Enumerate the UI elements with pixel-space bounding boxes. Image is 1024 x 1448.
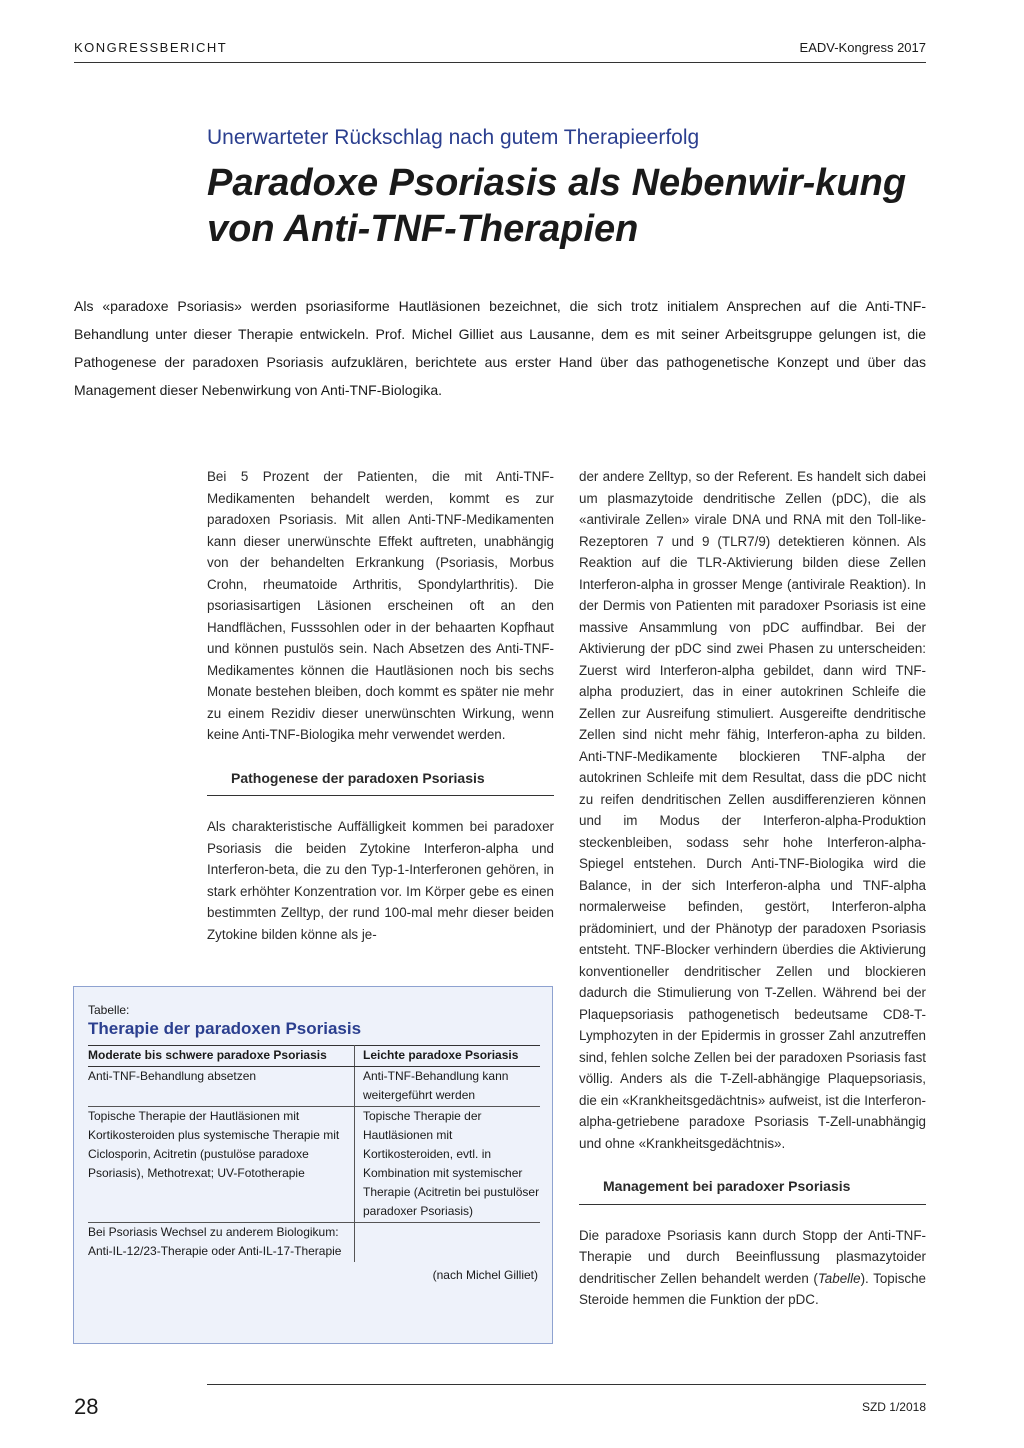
column-header-mild: Leichte paradoxe Psoriasis	[355, 1046, 541, 1067]
table-header-row	[88, 1046, 540, 1067]
table-label: Tabelle:	[88, 1003, 130, 1017]
table-reference: Tabelle	[817, 1270, 861, 1286]
therapy-table	[88, 1045, 540, 1262]
table-cell: Anti-TNF-Behandlung absetzen	[88, 1067, 355, 1107]
paragraph: der andere Zelltyp, so der Referent. Es handelt sich dabei um plasmazytoide dendritische Zellen (pDC), die als «antivirale Zellen» virale DNA und RNA mit den Toll-like-Rezeptoren 7 und 9 (TLR7/9) detektieren können. Als Reaktion auf die TLR-Aktivierung bilden diese Zellen Interferon-alpha in grosser Menge (antivirale Reaktion). In der Dermis von Patienten mit paradoxer Psoriasis ist eine massive Ansammlung von pDC auffindbar. Bei der Aktivierung der pDC sind zwei Phasen zu unterscheiden: Zuerst wird Interferon-alpha gebildet, dann wird TNF-alpha produziert, das in einer autokrinen Schleife die Zellen zur Ausreifung stimuliert. Ausgereifte dendritische Zellen sind nicht mehr fähig, Interferon-apha zu bilden. Anti-TNF-Medikamente blockieren TNF-alpha der autokrinen Schleife mit dem Resultat, dass die pDC nicht zu reifen dendritischen Zellen ausdifferenzieren können und im Modus der Interferon-alpha-Produktion steckenbleiben, sodass sehr hohe Interferon-alpha-Spiegel entstehen. Durch Anti-TNF-Biologika wird die Balance, in der sich Interferon-alpha und TNF-alpha normalerweise befinden, gestört, Interferon-alpha prädominiert, und der Phänotyp der paradoxen Psoriasis entsteht. TNF-Blocker verhindern überdies die Aktivierung konventioneller dendritischer Zellen und blockieren dadurch die Stimulierung von T-Zellen. Während bei der Plaquepsoriasis pathogenetisch bedeutsame CD8-T-Lymphozyten in der Epidermis in grosser Zahl anzutreffen sind, fehlen solche Zellen bei der paradoxen Psoriasis fast völlig. Anders als die T-Zell-abhängige Plaquepsoriasis, die ein «Krankheitsgedächtnis» aufweist, ist die Interferon-alpha-getriebene paradoxe Psoriasis T-Zell-unabhängig und ohne «Krankheitsgedächtnis».	[579, 469, 926, 1151]
event-label: EADV-Kongress 2017	[799, 40, 926, 55]
running-header	[74, 38, 926, 63]
table-cell	[355, 1223, 541, 1263]
subheading-pathogenese: Pathogenese der paradoxen Psoriasis	[207, 760, 554, 797]
table-title: Therapie der paradoxen Psoriasis	[88, 1019, 362, 1038]
table-row	[88, 1223, 540, 1263]
paragraph: Als charakteristische Auffälligkeit kommen bei paradoxer Psoriasis die beiden Zytokine Interferon-alpha und Interferon-beta, die zu den Typ-1-Interferonen gehören, in stark erhöhter Konzentration vor. Im Körper gebe es einen bestimmten Zelltyp, der rund 100-mal mehr dieser beiden Zytokine bilden könne als je-	[207, 819, 554, 942]
body-column-1	[207, 466, 554, 945]
table-cell: Anti-TNF-Behandlung kann weitergeführt werden	[355, 1067, 541, 1107]
section-label: KONGRESSBERICHT	[74, 40, 228, 55]
issue-label: SZD 1/2018	[861, 1400, 926, 1414]
paragraph: Bei 5 Prozent der Patienten, die mit Anti-TNF-Medikamenten behandelt werden, kommt es zur paradoxen Psoriasis. Mit allen Anti-TNF-Medikamenten kann dieser unerwünschte Effekt auftreten, unabhängig von der behandelten Erkrankung (Psoriasis, Morbus Crohn, rheumatoide Arthritis, Spondylarthritis). Die psoriasisartigen Läsionen erscheinen oft an den Handflächen, Fusssohlen oder in der behaarten Kopfhaut und können pustulös sein. Nach Absetzen des Anti-TNF-Medikamentes können die Hautläsionen noch bis sechs Monate bestehen bleiben, doch kommt es später nie mehr zu einem Rezidiv dieser unerwünschten Wirkung, wenn keine Anti-TNF-Biologika mehr verwendet werden.	[207, 469, 554, 742]
footer-rule	[207, 1384, 926, 1385]
paragraph-text: Die paradoxe Psoriasis kann durch Stopp der Anti-TNF-Therapie und durch Beeinflussung plasmazytoider dendritischer Zellen behandelt werden (	[579, 1227, 926, 1286]
table-cell: Topische Therapie der Hautläsionen mit Kortikosteroiden, evtl. in Kombination mit systemischer Therapie (Acitretin bei pustulöser paradoxer Psoriasis)	[355, 1107, 541, 1223]
body-column-2	[579, 466, 926, 1311]
article-lead: Als «paradoxe Psoriasis» werden psoriasiforme Hautläsionen bezeichnet, die sich trotz initialem Ansprechen auf die Anti-TNF-Behandlung unter dieser Therapie entwickeln. Prof. Michel Gilliet aus Lausanne, dem es mit seiner Arbeitsgruppe gelungen ist, die Pathogenese der paradoxen Psoriasis aufzuklären, berichtete aus erster Hand über das pathogenetische Konzept und über das Management dieser Nebenwirkung von Anti-TNF-Biologika.	[74, 298, 926, 398]
table-row	[88, 1107, 540, 1223]
table-cell: Topische Therapie der Hautläsionen mit Kortikosteroiden plus systemische Therapie mit Ciclosporin, Acitretin (pustulöse paradoxe Psoriasis), Methotrexat; UV-Fototherapie	[88, 1107, 355, 1223]
paragraph-text: ). Topische Steroide hemmen die Funktion der pDC.	[579, 1270, 926, 1307]
article-title: Paradoxe Psoriasis als Nebenwir-kung von Anti-TNF-Therapien	[207, 162, 907, 250]
therapy-table-box	[73, 986, 553, 1344]
paragraph	[579, 1225, 926, 1311]
table-row	[88, 1067, 540, 1107]
article-kicker: Unerwarteter Rückschlag nach gutem Therapieerfolg	[207, 126, 700, 149]
column-header-moderate: Moderate bis schwere paradoxe Psoriasis	[88, 1046, 355, 1067]
page-number: 28	[74, 1394, 99, 1419]
table-cell: Bei Psoriasis Wechsel zu anderem Biologikum: Anti-IL-12/23-Therapie oder Anti-IL-17-Therapie	[88, 1223, 355, 1263]
table-source: (nach Michel Gilliet)	[432, 1268, 538, 1282]
subheading-management: Management bei paradoxer Psoriasis	[579, 1168, 926, 1205]
